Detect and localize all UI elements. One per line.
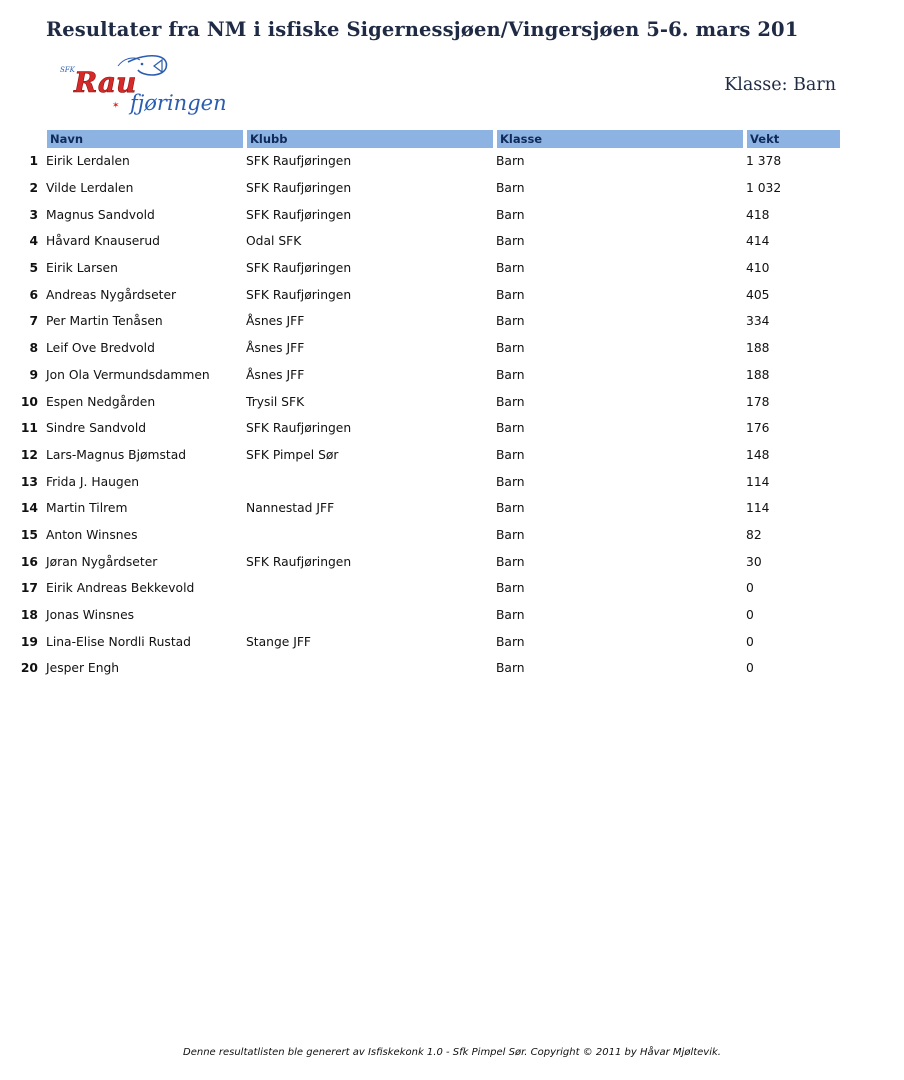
name-cell: Lars-Magnus Bjømstad	[46, 447, 187, 462]
club-cell: Åsnes JFF	[246, 314, 305, 329]
weight-cell: 176	[746, 421, 770, 436]
weight-cell: 410	[746, 261, 770, 276]
club-cell: SFK Raufjøringen	[246, 207, 352, 222]
class-cell: Barn	[496, 181, 525, 196]
rank-cell: 7	[29, 314, 38, 329]
weight-cell: 414	[746, 234, 770, 249]
club-cell: SFK Raufjøringen	[246, 554, 352, 569]
rank-cell: 18	[20, 608, 38, 623]
weight-cell: 0	[746, 634, 754, 649]
weight-cell: 1 378	[746, 154, 782, 169]
weight-cell: 1 032	[746, 181, 782, 196]
table-row	[20, 148, 842, 175]
table-row	[20, 575, 842, 602]
table-row	[20, 468, 842, 495]
rank-cell: 19	[20, 634, 38, 649]
name-cell: Magnus Sandvold	[46, 207, 155, 222]
footer-note: Denne resultatlisten ble generert av Isfiskekonk 1.0 - Sfk Pimpel Sør. Copyright © 2011 by Håvar Mjøltevik.	[183, 1047, 721, 1058]
table-row	[20, 281, 842, 308]
class-cell: Barn	[496, 501, 525, 516]
class-cell: Barn	[496, 234, 525, 249]
club-cell: SFK Raufjøringen	[246, 181, 352, 196]
weight-cell: 0	[746, 661, 754, 676]
class-cell: Barn	[496, 314, 525, 329]
rank-cell: 1	[29, 154, 38, 169]
class-cell: Barn	[496, 527, 525, 542]
club-cell: SFK Raufjøringen	[246, 154, 352, 169]
weight-cell: 0	[746, 608, 754, 623]
name-cell: Per Martin Tenåsen	[46, 314, 163, 329]
class-label: Klasse: Barn	[724, 75, 836, 95]
weight-cell: 178	[746, 394, 770, 409]
table-row	[20, 628, 842, 655]
name-cell: Håvard Knauserud	[46, 234, 160, 249]
weight-cell: 188	[746, 367, 770, 382]
table-header	[47, 130, 842, 148]
table-row	[20, 522, 842, 549]
table-body	[20, 148, 842, 682]
class-cell: Barn	[496, 421, 525, 436]
name-cell: Jesper Engh	[46, 661, 120, 676]
column-header-weight: Vekt	[747, 130, 840, 148]
weight-cell: 0	[746, 581, 754, 596]
weight-cell: 405	[746, 287, 770, 302]
name-cell: Eirik Larsen	[46, 261, 118, 276]
rank-cell: 15	[20, 527, 38, 542]
rank-cell: 20	[20, 661, 38, 676]
club-cell: Trysil SFK	[246, 394, 305, 409]
class-cell: Barn	[496, 581, 525, 596]
table-row	[20, 548, 842, 575]
weight-cell: 148	[746, 447, 770, 462]
club-cell: Åsnes JFF	[246, 367, 305, 382]
rank-cell: 16	[20, 554, 38, 569]
rank-cell: 2	[29, 181, 38, 196]
name-cell: Lina-Elise Nordli Rustad	[46, 634, 191, 649]
table-row	[20, 308, 842, 335]
name-cell: Espen Nedgården	[46, 394, 156, 409]
column-header-club: Klubb	[247, 130, 493, 148]
class-cell: Barn	[496, 634, 525, 649]
name-cell: Frida J. Haugen	[46, 474, 140, 489]
name-cell: Jonas Winsnes	[46, 608, 135, 623]
name-cell: Eirik Lerdalen	[46, 154, 130, 169]
name-cell: Jøran Nygårdseter	[46, 554, 158, 569]
weight-cell: 418	[746, 207, 770, 222]
name-cell: Anton Winsnes	[46, 527, 138, 542]
table-row	[20, 602, 842, 629]
club-cell: Odal SFK	[246, 234, 302, 249]
table-row	[20, 335, 842, 362]
weight-cell: 188	[746, 341, 770, 356]
table-row	[20, 362, 842, 389]
rank-cell: 4	[29, 234, 38, 249]
table-row	[20, 495, 842, 522]
class-cell: Barn	[496, 341, 525, 356]
class-cell: Barn	[496, 608, 525, 623]
club-logo	[58, 52, 228, 124]
rank-cell: 8	[29, 341, 38, 356]
weight-cell: 114	[746, 474, 770, 489]
class-cell: Barn	[496, 474, 525, 489]
class-cell: Barn	[496, 447, 525, 462]
class-cell: Barn	[496, 207, 525, 222]
table-row	[20, 175, 842, 202]
name-cell: Andreas Nygårdseter	[46, 287, 177, 302]
club-cell: Stange JFF	[246, 634, 312, 649]
column-header-class: Klasse	[497, 130, 743, 148]
class-cell: Barn	[496, 394, 525, 409]
club-cell: SFK Pimpel Sør	[246, 447, 339, 462]
name-cell: Jon Ola Vermundsdammen	[46, 367, 210, 382]
page-title: Resultater fra NM i isfiske Sigernessjøen/Vingersjøen 5-6. mars 201	[46, 18, 799, 41]
class-cell: Barn	[496, 367, 525, 382]
weight-cell: 114	[746, 501, 770, 516]
class-cell: Barn	[496, 154, 525, 169]
weight-cell: 82	[746, 527, 762, 542]
rank-cell: 6	[29, 287, 38, 302]
name-cell: Sindre Sandvold	[46, 421, 147, 436]
rank-cell: 11	[20, 421, 38, 436]
rank-cell: 9	[29, 367, 38, 382]
class-cell: Barn	[496, 554, 525, 569]
logo-main-text: Rau	[74, 66, 137, 99]
table-row	[20, 388, 842, 415]
club-cell: Nannestad JFF	[246, 501, 335, 516]
name-cell: Eirik Andreas Bekkevold	[46, 581, 195, 596]
rank-cell: 12	[20, 447, 38, 462]
club-cell: Åsnes JFF	[246, 341, 305, 356]
club-cell: SFK Raufjøringen	[246, 287, 352, 302]
rank-cell: 17	[20, 581, 38, 596]
class-cell: Barn	[496, 661, 525, 676]
table-row	[20, 228, 842, 255]
table-row	[20, 655, 842, 682]
table-row	[20, 201, 842, 228]
class-cell: Barn	[496, 261, 525, 276]
rank-cell: 13	[20, 474, 38, 489]
table-row	[20, 442, 842, 469]
rank-cell: 14	[20, 501, 38, 516]
results-table	[20, 130, 842, 682]
name-cell: Leif Ove Bredvold	[46, 341, 155, 356]
rank-cell: 10	[20, 394, 38, 409]
logo-script-text: fjøringen	[130, 91, 227, 115]
name-cell: Vilde Lerdalen	[46, 181, 134, 196]
weight-cell: 30	[746, 554, 762, 569]
club-cell: SFK Raufjøringen	[246, 421, 352, 436]
club-cell: SFK Raufjøringen	[246, 261, 352, 276]
name-cell: Martin Tilrem	[46, 501, 128, 516]
column-header-name: Navn	[47, 130, 243, 148]
rank-cell: 5	[29, 261, 38, 276]
logo-small-text: SFK	[60, 66, 75, 74]
rank-cell: 3	[29, 207, 38, 222]
class-cell: Barn	[496, 287, 525, 302]
svg-text:✶: ✶	[112, 101, 120, 111]
weight-cell: 334	[746, 314, 770, 329]
table-row	[20, 415, 842, 442]
table-row	[20, 255, 842, 282]
